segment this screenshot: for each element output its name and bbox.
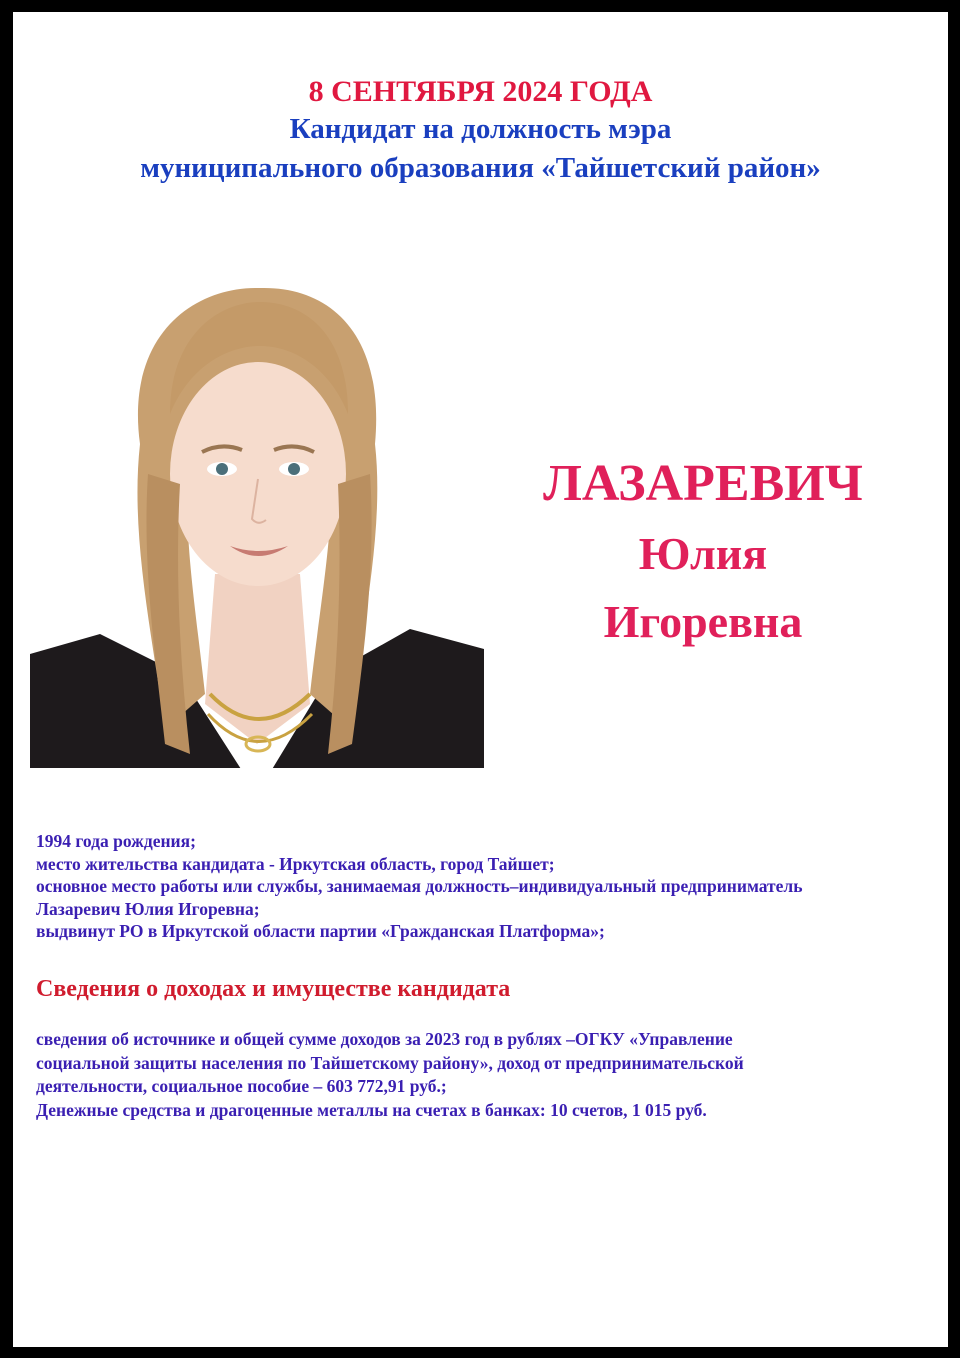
- candidate-surname: ЛАЗАРЕВИЧ: [543, 455, 863, 512]
- income-details: [36, 1028, 916, 1122]
- header-line-1: Кандидат на должность мэра: [289, 113, 672, 145]
- candidate-first-name: Юлия: [638, 528, 768, 579]
- bio-line-nomination: выдвинут РО в Иркутской области партии «Гражданская Платформа»;: [36, 921, 605, 941]
- bio-line-birth-year: 1994 года рождения;: [36, 831, 196, 851]
- election-date: 8 СЕНТЯБРЯ 2024 ГОДА: [308, 75, 653, 108]
- leaflet-page: [13, 12, 948, 1347]
- bio-line-occupation-name: Лазаревич Юлия Игоревна;: [36, 898, 260, 919]
- bio-line-residence: место жительства кандидата - Иркутская область, город Тайшет;: [36, 853, 555, 874]
- bio-line-occupation: основное место работы или службы, занимаемая должность–индивидуальный предприниматель: [36, 876, 803, 896]
- candidate-photo: [30, 274, 484, 768]
- income-line-2: социальной защиты населения по Тайшетскому району», доход от предпринимательской: [36, 1052, 744, 1073]
- income-line-1: сведения об источнике и общей сумме доходов за 2023 год в рублях –ОГКУ «Управление: [36, 1029, 733, 1049]
- candidate-patronymic: Игоревна: [603, 596, 803, 647]
- income-section-title: Сведения о доходах и имуществе кандидата: [36, 976, 511, 1002]
- candidate-bio: [36, 830, 960, 943]
- income-line-3: деятельности, социальное пособие – 603 772,91 руб.;: [36, 1076, 447, 1096]
- income-line-4: Денежные средства и драгоценные металлы на счетах в банках: 10 счетов, 1 015 руб.: [36, 1099, 707, 1120]
- header: [13, 74, 948, 188]
- candidate-name: [493, 448, 913, 656]
- header-line-2: муниципального образования «Тайшетский район»: [140, 152, 821, 184]
